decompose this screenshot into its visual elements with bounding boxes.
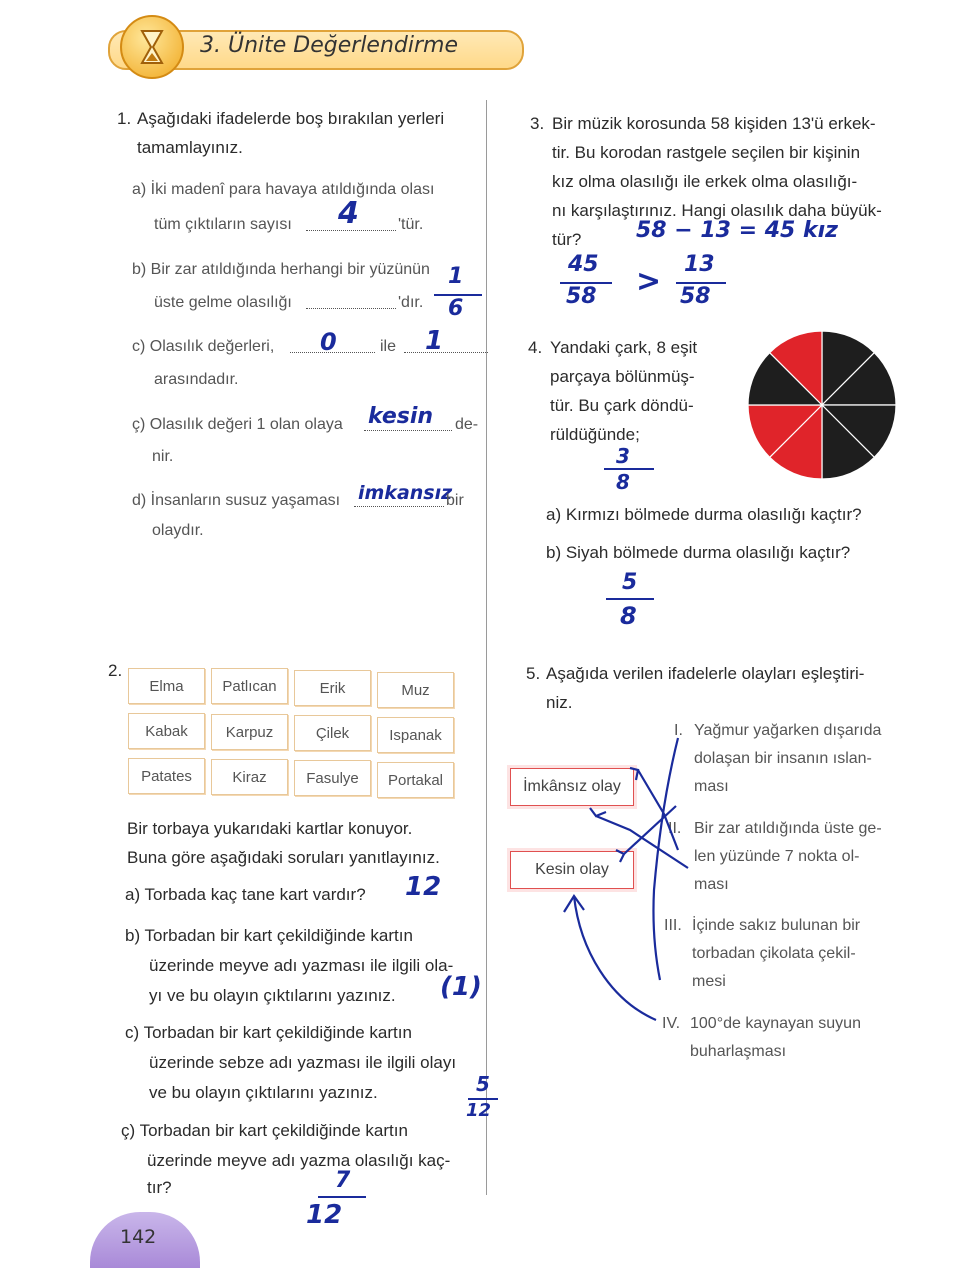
q3-fraction2-denominator: 58 xyxy=(680,284,711,309)
q1c-blank2[interactable] xyxy=(404,352,488,353)
q2c-fraction-denominator: 12 xyxy=(466,1100,492,1121)
q1c-line1: c) Olasılık değerleri, xyxy=(132,338,275,355)
q2cc-fraction-bar xyxy=(318,1196,366,1198)
q3-number: 3. xyxy=(530,114,545,133)
q2cc-line2: üzerinde meyve adı yazma olasılığı kaç- xyxy=(147,1151,451,1170)
arrow-head-4 xyxy=(630,768,638,780)
column-divider xyxy=(486,100,487,1195)
q5-item2-number: II. xyxy=(668,820,682,837)
q1c-handwritten-answer1: 0 xyxy=(320,328,337,356)
hourglass-icon xyxy=(120,15,184,79)
q2b-handwritten-answer: (1) xyxy=(440,972,482,1002)
q4-number: 4. xyxy=(528,338,543,357)
q3-line5: tür? xyxy=(552,230,582,249)
q3-line3: kız olma olasılığı ile erkek olma olasılığı- xyxy=(552,172,858,191)
q2b-line2: üzerinde meyve adı yazması ile ilgili ola- xyxy=(149,956,454,975)
card-kabak: Kabak xyxy=(128,713,205,749)
q1a-line1: a) İki madenî para havaya atıldığında olası xyxy=(132,181,435,198)
q5-item2-line3: ması xyxy=(694,876,729,893)
q2c-line3: ve bu olayın çıktılarını yazınız. xyxy=(149,1083,378,1102)
card-kiraz: Kiraz xyxy=(211,759,288,795)
q3-comparison-sign: > xyxy=(636,264,662,299)
q5-item1-line1: Yağmur yağarken dışarıda xyxy=(694,722,882,739)
q1b-fraction-numerator: 1 xyxy=(448,264,464,289)
q1d-blank[interactable] xyxy=(354,506,444,507)
q5-item4-number: IV. xyxy=(662,1015,681,1032)
match-line-5 xyxy=(574,896,656,1020)
q1-number: 1. xyxy=(117,109,132,128)
q1c-line2: arasındadır. xyxy=(154,371,239,388)
q4b-fraction-numerator: 5 xyxy=(622,570,638,595)
q1d-line2: olaydır. xyxy=(152,522,204,539)
q4a-fraction-denominator: 8 xyxy=(616,470,630,494)
q2b-line3: yı ve bu olayın çıktılarını yazınız. xyxy=(149,986,396,1005)
q5-item2-line1: Bir zar atıldığında üste ge- xyxy=(694,820,882,837)
q1d-line1: d) İnsanların susuz yaşaması xyxy=(132,492,341,509)
card-patates: Patates xyxy=(128,758,205,794)
impossible-event-box[interactable]: İmkânsız olay xyxy=(510,768,634,806)
q5-item4-line1: 100°de kaynayan suyun xyxy=(690,1015,861,1032)
q4-line3: tür. Bu çark döndü- xyxy=(550,396,694,415)
q5-item3-number: III. xyxy=(664,917,682,934)
q5-item2-line2: len yüzünde 7 nokta ol- xyxy=(694,848,860,865)
q1c-ile: ile xyxy=(380,338,397,355)
q4-line1: Yandaki çark, 8 eşit xyxy=(550,338,698,357)
q1a-line2: tüm çıktıların sayısı xyxy=(154,216,292,233)
q4-line4: rüldüğünde; xyxy=(550,425,640,444)
q2cc-line1: ç) Torbadan bir kart çekildiğinde kartın xyxy=(121,1121,408,1140)
card-karpuz: Karpuz xyxy=(211,714,288,750)
spinner-sectors xyxy=(748,331,896,479)
q3-line2: tir. Bu korodan rastgele seçilen bir kişinin xyxy=(552,143,861,162)
q5-item1-line2: dolaşan bir insanın ıslan- xyxy=(694,750,872,767)
arrow-head-2 xyxy=(616,850,624,862)
q4b-fraction-bar xyxy=(606,598,654,600)
q5-line2: niz. xyxy=(546,693,573,712)
q3-fraction1-denominator: 58 xyxy=(566,284,597,309)
spinner-wheel xyxy=(744,327,900,483)
q4a-text: a) Kırmızı bölmede durma olasılığı kaçtır? xyxy=(546,505,862,524)
card-portakal: Portakal xyxy=(377,762,454,798)
q2c-line1: c) Torbadan bir kart çekildiğinde kartın xyxy=(125,1023,412,1042)
q1a-handwritten-answer: 4 xyxy=(338,196,359,231)
q4b-fraction-denominator: 8 xyxy=(620,602,637,630)
q5-number: 5. xyxy=(526,664,541,683)
q1-title-line1: Aşağıdaki ifadelerde boş bırakılan yerleri xyxy=(137,109,445,128)
q1cc-suffix: de- xyxy=(455,416,479,433)
q2c-line2: üzerinde sebze adı yazması ile ilgili olayı xyxy=(149,1053,457,1072)
card-patlican: Patlıcan xyxy=(211,668,288,704)
q2a-handwritten-answer: 12 xyxy=(405,872,442,902)
card-cilek: Çilek xyxy=(294,715,371,751)
card-erik: Erik xyxy=(294,670,371,706)
handwritten-matching-lines xyxy=(560,730,710,1030)
certain-event-box[interactable]: Kesin olay xyxy=(510,851,634,889)
q1cc-blank[interactable] xyxy=(364,430,452,431)
unit-title: 3. Ünite Değerlendirme xyxy=(200,33,458,58)
q3-line4: nı karşılaştırınız. Hangi olasılık daha büyük- xyxy=(552,201,882,220)
page-number: 142 xyxy=(120,1226,157,1248)
q4a-fraction-numerator: 3 xyxy=(616,444,630,468)
q2b-line1: b) Torbadan bir kart çekildiğinde kartın xyxy=(125,926,413,945)
q5-item3-line2: torbadan çikolata çekil- xyxy=(692,945,856,962)
q2-intro-line2: Buna göre aşağıdaki soruları yanıtlayınız. xyxy=(127,848,440,867)
q1b-line2: üste gelme olasılığı xyxy=(154,294,292,311)
q1a-suffix: 'tür. xyxy=(398,216,424,233)
q1b-line1: b) Bir zar atıldığında herhangi bir yüzünün xyxy=(132,261,430,278)
q5-item3-line1: İçinde sakız bulunan bir xyxy=(692,917,861,934)
q3-handwritten-calculation: 58 − 13 = 45 kız xyxy=(636,218,838,243)
q1b-suffix: 'dır. xyxy=(398,294,424,311)
q1b-blank[interactable] xyxy=(306,308,396,309)
q1c-handwritten-answer2: 1 xyxy=(425,326,444,356)
card-elma: Elma xyxy=(128,668,205,704)
card-ispanak: Ispanak xyxy=(377,717,454,753)
q1cc-handwritten-answer: kesin xyxy=(368,404,434,429)
q4-line2: parçaya bölünmüş- xyxy=(550,367,695,386)
q3-fraction2-numerator: 13 xyxy=(684,252,715,277)
q2c-fraction-numerator: 5 xyxy=(476,1072,490,1096)
q2cc-fraction-numerator: 7 xyxy=(335,1168,351,1193)
q3-fraction1-numerator: 45 xyxy=(568,252,599,277)
q3-line1: Bir müzik korosunda 58 kişiden 13'ü erkek- xyxy=(552,114,876,133)
q4b-text: b) Siyah bölmede durma olasılığı kaçtır? xyxy=(546,543,851,562)
q5-line1: Aşağıda verilen ifadelerle olayları eşleştiri- xyxy=(546,664,865,683)
q1b-fraction-denominator: 6 xyxy=(448,296,464,321)
q2cc-fraction-denominator: 12 xyxy=(306,1200,343,1230)
arrow-head-3 xyxy=(590,808,606,816)
q5-item4-line2: buharlaşması xyxy=(690,1043,787,1060)
card-fasulye: Fasulye xyxy=(294,760,371,796)
q5-item1-number: I. xyxy=(674,722,683,739)
q1cc-line1: ç) Olasılık değeri 1 olan olaya xyxy=(132,416,343,433)
q1d-suffix: bir xyxy=(446,492,464,509)
q2-number: 2. xyxy=(108,661,123,680)
q2cc-line3: tır? xyxy=(147,1178,172,1197)
card-muz: Muz xyxy=(377,672,454,708)
q5-item1-line3: ması xyxy=(694,778,729,795)
q1cc-line2: nir. xyxy=(152,448,174,465)
q2-intro-line1: Bir torbaya yukarıdaki kartlar konuyor. xyxy=(127,819,413,838)
q2a-text: a) Torbada kaç tane kart vardır? xyxy=(125,885,366,904)
q1d-handwritten-answer: imkansız xyxy=(358,482,453,504)
q1-title-line2: tamamlayınız. xyxy=(137,138,243,157)
q5-item3-line3: mesi xyxy=(692,973,726,990)
